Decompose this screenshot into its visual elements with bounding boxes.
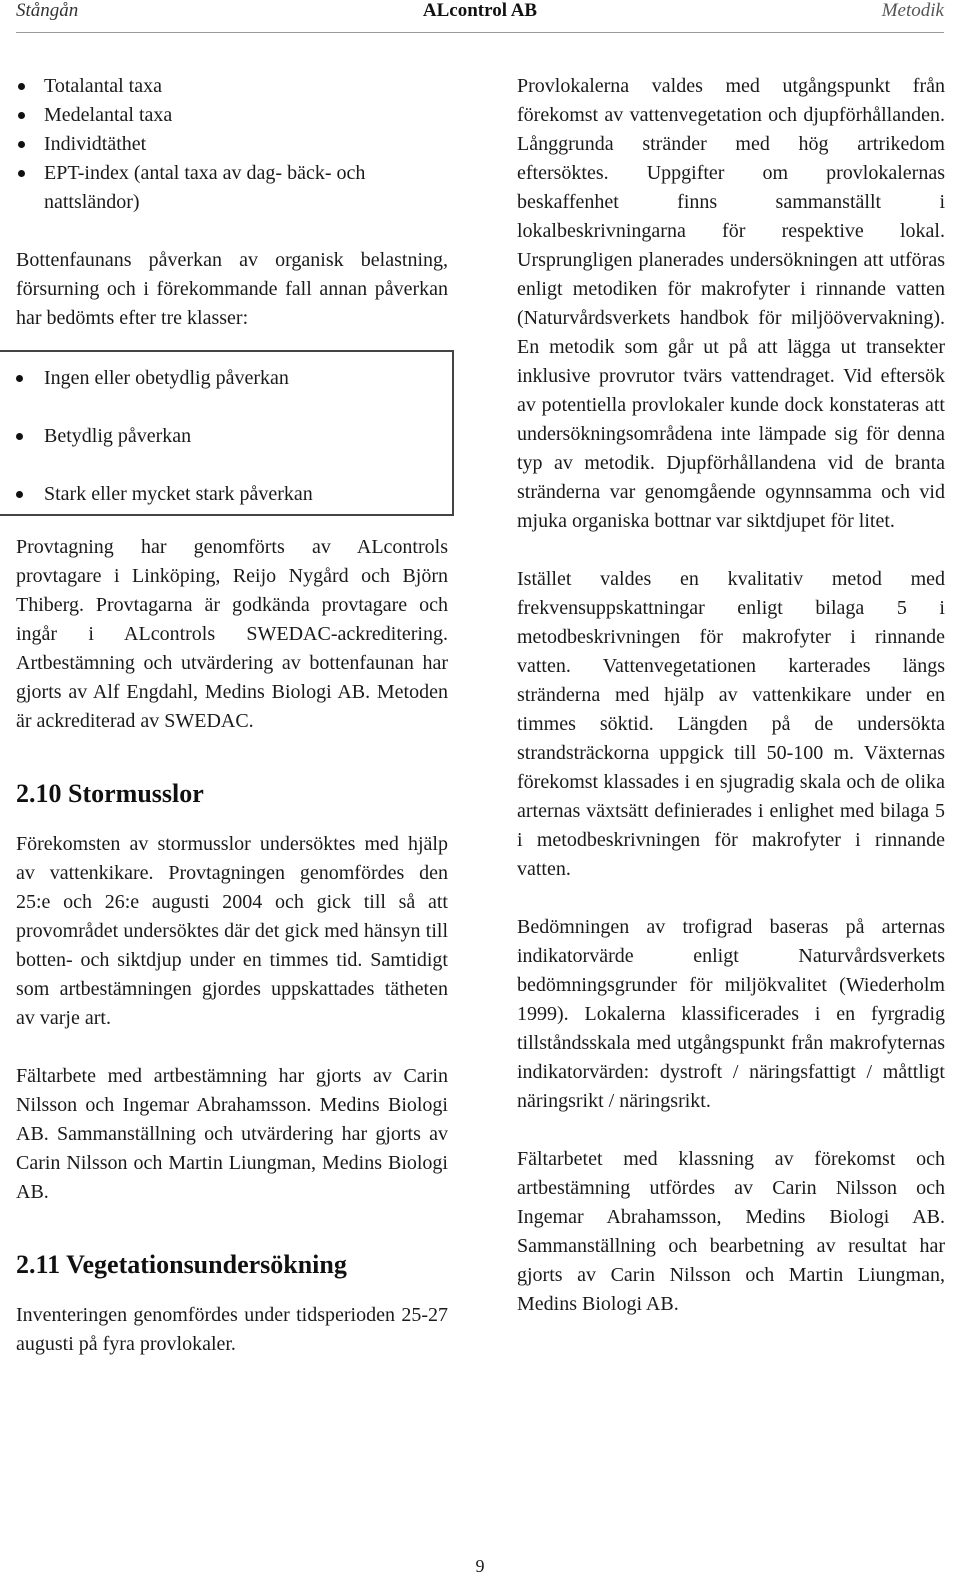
vegetation-paragraph-3: Istället valdes en kvalitativ metod med frekvensuppskattningar enligt bilaga 5 i metodbeskrivningen för makrofyter i rinnande vatten. Vattenvegetationen karterades längs stränderna med hjälp av vattenkikare under en timmes söktid. Längden på de undersökta strandsträckorna uppgick till 50-100 m. Växternas förekomst klassades i en sjugradig skala och de olika arternas växtsätt definierades i enlighet med bilaga 5 i metodbeskrivningen för makrofyter i rinnande vatten. — [517, 568, 945, 880]
vegetation-paragraph-5: Fältarbetet med klassning av förekomst och artbestämning utfördes av Carin Nilsson och Ingemar Abrahamsson, Medins Biologi AB. Sammanställning och bearbetning av resultat har gjorts av Carin Nilsson och Martin Liungman, Medins Biologi AB. — [517, 1148, 945, 1315]
header-section: Metodik — [881, 0, 944, 21]
sampling-paragraph: Provtagning har genomförts av ALcontrols provtagare i Linköping, Reijo Nygård och Björn Thiberg. Provtagarna är godkända provtagare och ingår i ALcontrols SWEDAC-ackreditering. Artbestämning och utvärdering av bottenfaunan har gjorts av Alf Engdahl, Medins Biologi AB. Metoden är ackrediterad av SWEDAC. — [16, 536, 448, 732]
list-item: Individtäthet — [16, 130, 448, 159]
list-item: EPT-index (antal taxa av dag- bäck- och nattsländor) — [16, 159, 448, 217]
metrics-list — [16, 72, 448, 217]
section-heading-stormusslor: 2.10 Stormusslor — [16, 779, 204, 808]
right-column — [517, 72, 945, 1319]
vegetation-paragraph-4: Bedömningen av trofigrad baseras på arternas indikatorvärde enligt Naturvårdsverkets bedömningsgrunder för miljökvalitet (Wiederholm 1999). Lokalerna klassificerades i en fyrgradig tillståndsskala med utgångspunkt från makrofyternas indikatorvärden: dystroft / näringsfattigt / måttligt näringsrikt / näringsrikt. — [517, 916, 945, 1112]
list-item: Betydlig påverkan — [0, 422, 452, 451]
stormusslor-paragraph-2: Fältarbete med artbestämning har gjorts av Carin Nilsson och Ingemar Abrahamsson. Medins Biologi AB. Sammanställning och utvärdering har gjorts av Carin Nilsson och Martin Liungman, Medins Biologi AB. — [16, 1065, 448, 1203]
impact-intro: Bottenfaunans påverkan av organisk belastning, försurning och i förekommande fall annan påverkan har bedömts efter tre klasser: — [16, 249, 448, 329]
page-number: 9 — [475, 1556, 485, 1576]
list-item: Stark eller mycket stark påverkan — [0, 480, 452, 509]
vegetation-paragraph-1: Inventeringen genomfördes under tidsperioden 25-27 augusti på fyra provlokaler. — [16, 1304, 448, 1355]
section-heading-vegetation: 2.11 Vegetationsundersökning — [16, 1250, 347, 1279]
impact-classes-box — [0, 350, 454, 516]
header-location: Stångån — [16, 0, 79, 21]
list-item: Ingen eller obetydlig påverkan — [0, 364, 452, 393]
list-item: Totalantal taxa — [16, 72, 448, 101]
left-column — [16, 72, 448, 1359]
header-company: ALcontrol AB — [422, 0, 538, 21]
impact-classes-list — [0, 352, 452, 509]
list-item: Medelantal taxa — [16, 101, 448, 130]
stormusslor-paragraph-1: Förekomsten av stormusslor undersöktes med hjälp av vattenkikare. Provtagningen genomfördes den 25:e och 26:e augusti 2004 och gick till så att provområdet undersöktes där det gick med hänsyn till botten- och siktdjup under en timmes tid. Samtidigt som artbestämningen gjordes uppskattades tätheten av varje art. — [16, 833, 448, 1029]
page-header — [16, 0, 944, 33]
vegetation-paragraph-2: Provlokalerna valdes med utgångspunkt från förekomst av vattenvegetation och djupförhållanden. Långgrunda stränder med hög artrikedom eftersöktes. Uppgifter om provlokalernas beskaffenhet finns sammanställt i lokalbeskrivningarna för respektive lokal. Ursprungligen planerades undersökningen att utföras enligt metodiken för makrofyter i rinnande vatten (Naturvårdsverkets handbok för miljöövervakning). En metodik som går ut på att lägga ut transekter inklusive provrutor tvärs vattendraget. Vid eftersök av potentiella provlokaler kunde dock konstateras att undersökningsområdena inte lämpade sig för denna typ av metodik. Djupförhållandena vid de branta stränderna var genomgående ogynnsamma och vid mjuka organiska bottnar var siktdjupet för litet. — [517, 75, 945, 532]
